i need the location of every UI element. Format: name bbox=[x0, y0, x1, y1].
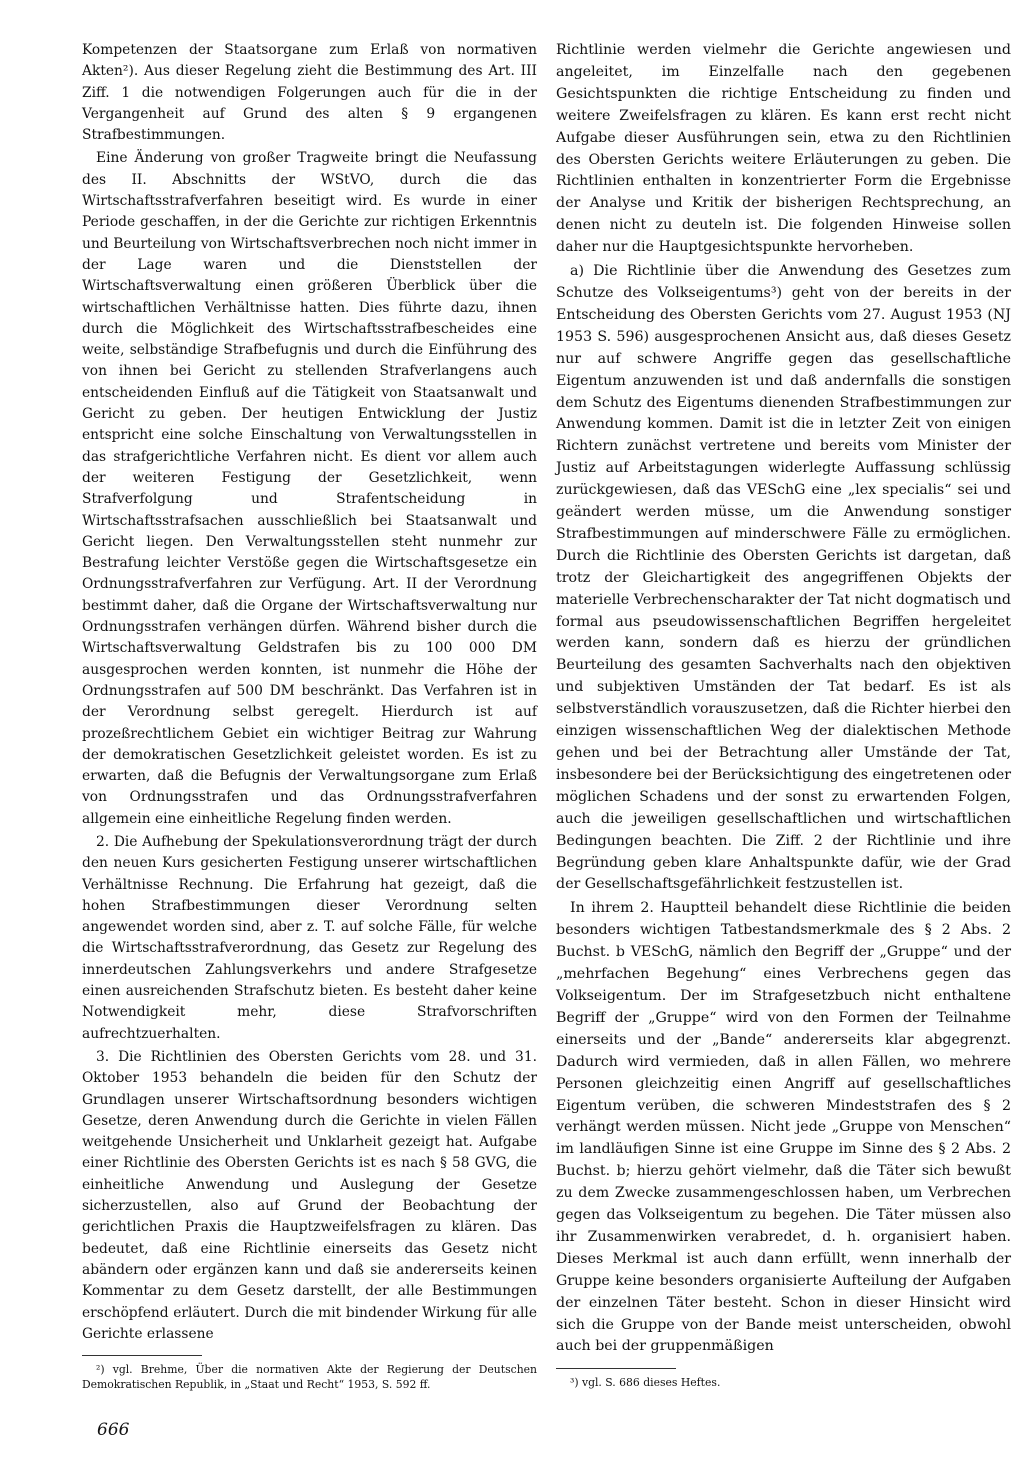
paragraph: a) Die Richtlinie über die Anwendung des Gesetzes zum Schutze des Volkseigentums³) geht von der bereits in der Entscheidung des Obersten Gerichts vom 27. August 1953 (NJ 1953 S. 596) ausgesprochenen Ansicht aus, daß dieses Gesetz nur auf schwere Angriffe gegen das gesellschaftliche Eigentum anzuwenden ist und daß andernfalls die sonstigen dem Schutz des Eigentums dienenden Strafbestimmungen zur Anwendung kommen. Damit ist die in letzter Zeit von einigen Richtern zunächst vertretene und bereits vom Minister der Justiz auf Arbeitstagungen widerlegte Auffassung schlüssig zurückgewiesen, daß das VESchG eine „lex specialis“ sei und geändert werden müsse, um die Anwendung sonstiger Strafbestimmungen auf minderschwere Fälle zu ermöglichen. Durch die Richtlinie des Obersten Gerichts ist dargetan, daß trotz der Gleichartigkeit des angegriffenen Objekts der materielle Verbrechenscharakter der Tat nicht dogmatisch und formal aus pseudowissenschaftlichen Begriffen hergeleitet werden kann, sondern daß es hierzu der gründlichen Beurteilung des gesamten Sachverhalts nach den objektiven und subjektiven Umständen der Tat bedarf. Es ist als selbstverständlich vorauszusetzen, daß die Richter hierbei den einzigen wissenschaftlichen Weg der dialektischen Methode gehen und bei der Betrachtung aller Umstände der Tat, insbesondere bei der Berücksichtigung des eingetretenen oder möglichen Schadens und der sonst zu erwartenden Folgen, auch die jeweiligen gesellschaftlichen und wirtschaftlichen Bedingungen beachten. Die Ziff. 2 der Richtlinie und ihre Begründung geben klare Anhaltspunkte dafür, wie der Grad der Gesellschaftsgefährlichkeit festzustellen ist. bbox=[556, 263, 1012, 893]
page-number: 666 bbox=[97, 1420, 130, 1440]
paragraph: Eine Änderung von großer Tragweite bringt die Neufassung des II. Abschnitts der WStVO, durch die das Wirtschaftsstrafverfahren beseitigt wird. Es wurde in einer Periode geschaffen, in der die Gerichte zur richtigen Erkenntnis und Beurteilung von Wirtschaftsverbrechen noch nicht immer in der Lage waren und die Dienststellen der Wirtschaftsverwaltung einen größeren Überblick über die wirtschaftlichen Verhältnisse hatten. Dies führte dazu, ihnen durch die Möglichkeit des Wirtschaftsstrafbescheides eine weite, selbständige Strafbefugnis und durch die Einführung des von ihnen bei Gericht zu stellenden Strafverlangens auch entscheidenden Einfluß auf die Tätigkeit von Staatsanwalt und Gericht zu geben. Der heutigen Entwicklung der Justiz entspricht eine solche Einschaltung von Verwaltungsstellen in das strafgerichtliche Verfahren nicht. Es dient vor allem auch der weiteren Festigung der Gesetzlichkeit, wenn Strafverfolgung und Strafentscheidung in Wirtschaftsstrafsachen ausschließlich bei Staatsanwalt und Gericht liegen. Den Verwaltungsstellen steht nunmehr zur Bestrafung leichter Verstöße gegen die Wirtschaftsgesetze ein Ordnungsstrafverfahren zur Verfügung. Art. II der Verordnung bestimmt daher, daß die Organe der Wirtschaftsverwaltung nur Ordnungsstrafen verhängen dürfen. Während bisher durch die Wirtschaftsverwaltung Geldstrafen bis zu 100 000 DM ausgesprochen werden konnten, ist nunmehr die Höhe der Ordnungsstrafen auf 500 DM beschränkt. Das Verfahren ist in der Verordnung selbst geregelt. Hierdurch ist auf prozeßrechtlichem Gebiet ein wichtiger Beitrag zur Wahrung der demokratischen Gesetzlichkeit geleistet worden. Es ist zu erwarten, daß die Befugnis der Verwaltungsorgane zum Erlaß von Ordnungsstrafen und das Ordnungsstrafverfahren allgemein eine einheitliche Regelung finden werden. bbox=[82, 150, 537, 827]
footnote: ³) vgl. S. 686 dieses Heftes. bbox=[570, 1376, 721, 1390]
paragraph: 3. Die Richtlinien des Obersten Gerichts vom 28. und 31. Oktober 1953 behandeln die beiden für den Schutz der Grundlagen unserer Wirtschaftsordnung besonders wichtigen Gesetze, deren Anwendung durch die Gerichte in vielen Fällen weitgehende Unsicherheit und Unklarheit gezeigt hat. Aufgabe einer Richtlinie des Obersten Gerichts ist es nach § 58 GVG, die einheitliche Anwendung und Auslegung der Gesetze sicherzustellen, also auf Grund der Beobachtung der gerichtlichen Praxis die Hauptzweifelsfragen zu klären. Das bedeutet, daß eine Richtlinie einerseits das Gesetz nicht abändern oder ergänzen kann und daß sie andererseits keinen Kommentar zu dem Gesetz darstellt, der alle Bestimmungen erschöpfend erläutert. Durch die mit bindender Wirkung für alle Gerichte erlassene bbox=[82, 1048, 537, 1342]
paragraph: In ihrem 2. Hauptteil behandelt diese Richtlinie die beiden besonders wichtigen Tatbestandsmerkmale des § 2 Abs. 2 Buchst. b VESchG, nämlich den Begriff der „Gruppe“ und der „mehrfachen Begehung“ eines Verbrechens gegen das Volkseigentum. Der im Strafgesetzbuch nicht enthaltene Begriff der „Gruppe“ wird von den Formen der Teilnahme einerseits und der „Bande“ andererseits klar abgegrenzt. Dadurch wird vermieden, daß in allen Fällen, wo mehrere Personen gleichzeitig einen Angriff auf gesellschaftliches Eigentum verüben, die schweren Mindeststrafen des § 2 verhängt werden müssen. Nicht jede „Gruppe von Menschen“ im landläufigen Sinne ist eine Gruppe im Sinne des § 2 Abs. 2 Buchst. b; hierzu gehört vielmehr, daß die Täter sich bewußt zu dem Zwecke zusammengeschlossen haben, um Verbrechen gegen das Volkseigentum zu begehen. Die Täter müssen also ihr Zusammenwirken verabredet, d. h. organisiert haben. Dieses Merkmal ist auch dann erfüllt, wenn innerhalb der Gruppe keine besonders organisierte Aufteilung der Aufgaben der einzelnen Täter besteht. Schon in dieser Hinsicht wird sich die Gruppe von der Bande meist unterscheiden, obwohl auch bei der gruppenmäßigen bbox=[556, 900, 1011, 1355]
paragraph: Richtlinie werden vielmehr die Gerichte angewiesen und angeleitet, im Einzelfalle nach den gegebenen Gesichtspunkten die richtige Entscheidung zu finden und weitere Zweifelsfragen zu klären. Es kann erst recht nicht Aufgabe dieser Ausführungen sein, etwa zu den Richtlinien des Obersten Gerichts weitere Erläuterungen zu geben. Die Richtlinien enthalten in konzentrierter Form die Ergebnisse der Analyse und Kritik der bisherigen Rechtsprechung, an denen nicht zu deuteln ist. Die folgenden Hinweise sollen daher nur die Hauptgesichtspunkte hervorheben. bbox=[556, 42, 1011, 256]
left-column bbox=[82, 40, 537, 1392]
footnote-divider bbox=[82, 1355, 202, 1356]
right-column bbox=[556, 40, 1011, 1390]
footnote-divider bbox=[556, 1368, 676, 1369]
footnote: ²) vgl. Brehme, Über die normativen Akte der Regierung der Deutschen Demokratischen Republik, in „Staat und Recht“ 1953, S. 592 ff. bbox=[82, 1363, 537, 1392]
paragraph: Kompetenzen der Staatsorgane zum Erlaß von normativen Akten²). Aus dieser Regelung zieht die Bestimmung des Art. III Ziff. 1 die notwendigen Folgerungen auch für die in der Vergangenheit auf Grund des alten § 9 ergangenen Strafbestimmungen. bbox=[82, 42, 537, 144]
paragraph: 2. Die Aufhebung der Spekulationsverordnung trägt der durch den neuen Kurs gesicherten Festigung unserer wirtschaftlichen Verhältnisse Rechnung. Die Erfahrung hat gezeigt, daß die hohen Strafbestimmungen dieser Verordnung selten angewendet worden sind, aber z. T. auf solche Fälle, für welche die Wirtschaftsstrafverordnung, das Gesetz zur Regelung des innerdeutschen Zahlungsverkehrs und andere Strafgesetze einen ausreichenden Strafschutz bieten. Es besteht daher keine Notwendigkeit mehr, diese Strafvorschriften aufrechtzuerhalten. bbox=[82, 833, 537, 1042]
